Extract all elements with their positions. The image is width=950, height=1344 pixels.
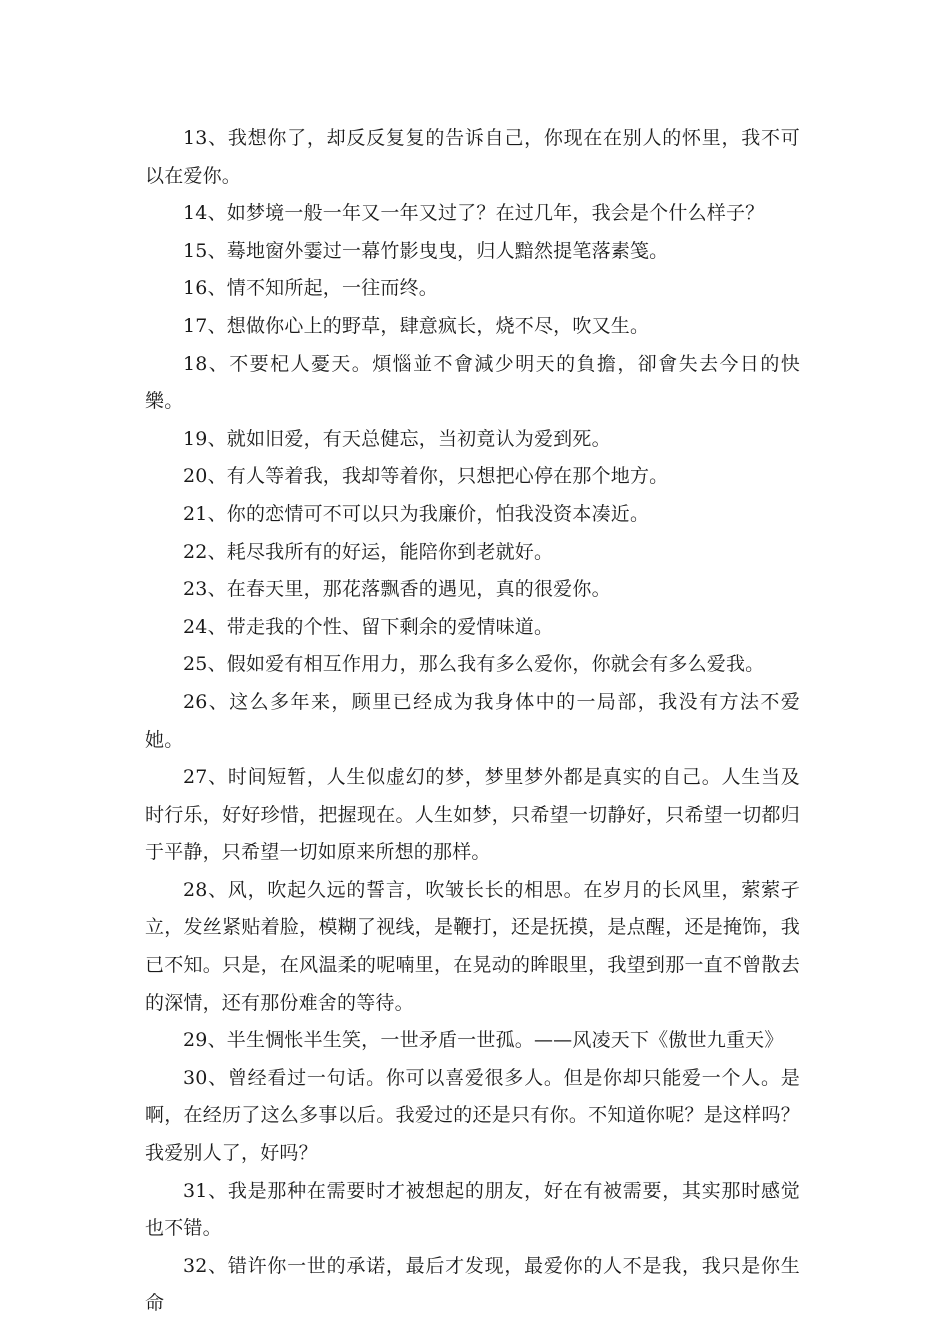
quote-paragraph: 23、在春天里，那花落飘香的遇见，真的很爱你。: [183, 578, 611, 601]
quote-paragraph: 18、不要杞人憂天。煩惱並不會減少明天的負擔，卻會失去今日的快樂。: [145, 352, 800, 413]
quote-paragraph: 29、半生惆怅半生笑，一世矛盾一世孤。——风凌天下《傲世九重天》: [183, 1029, 784, 1052]
quote-paragraph: 14、如梦境一般一年又一年又过了？在过几年，我会是个什么样子？: [183, 202, 765, 225]
quote-paragraph: 24、带走我的个性、留下剩余的爱情味道。: [183, 615, 554, 638]
document-body: [145, 120, 800, 1323]
quote-paragraph: 16、情不知所起，一往而终。: [183, 277, 438, 300]
quote-paragraph: 15、蓦地窗外霎过一幕竹影曳曳，归人黯然提笔落素笺。: [183, 239, 669, 262]
quote-paragraph: 27、时间短暂，人生似虚幻的梦，梦里梦外都是真实的自己。人生当及时行乐，好好珍惜，把握现在。人生如梦，只希望一切静好，只希望一切都归于平静，只希望一切如原来所想的那样。: [145, 766, 800, 864]
quote-paragraph: 26、这么多年来，顾里已经成为我身体中的一局部，我没有方法不爱她。: [145, 690, 800, 751]
quote-paragraph: 19、就如旧爱，有天总健忘，当初竟认为爱到死。: [183, 427, 611, 450]
quote-paragraph: 22、耗尽我所有的好运，能陪你到老就好。: [183, 540, 554, 563]
quote-paragraph: 32、错许你一世的承诺，最后才发现，最爱你的人不是我，我只是你生命: [145, 1254, 800, 1315]
quote-paragraph: 25、假如爱有相互作用力，那么我有多么爱你，你就会有多么爱我。: [183, 653, 765, 676]
quote-paragraph: 20、有人等着我，我却等着你，只想把心停在那个地方。: [183, 465, 669, 488]
quote-paragraph: 28、风，吹起久远的誓言，吹皱长长的相思。在岁月的长风里，萦萦孑立，发丝紧贴着脸，模糊了视线，是鞭打，还是抚摸，是点醒，还是掩饰，我已不知。只是，在风温柔的呢喃里，在晃动的眸眼里，我望到那一直不曾散去的深情，还有那份难舍的等待。: [145, 878, 800, 1014]
quote-paragraph: 17、想做你心上的野草，肆意疯长，烧不尽，吹又生。: [183, 314, 650, 337]
quote-paragraph: 13、我想你了，却反反复复的告诉自己，你现在在别人的怀里，我不可以在爱你。: [145, 127, 800, 187]
quote-paragraph: 30、曾经看过一句话。你可以喜爱很多人。但是你却只能爱一个人。是啊，在经历了这么多事以后。我爱过的还是只有你。不知道你呢？是这样吗？我爱别人了，好吗？: [145, 1066, 800, 1165]
quote-paragraph: 21、你的恋情可不可以只为我廉价，怕我没资本凑近。: [183, 502, 650, 525]
quote-paragraph: 31、我是那种在需要时才被想起的朋友，好在有被需要，其实那时感觉也不错。: [145, 1179, 800, 1240]
